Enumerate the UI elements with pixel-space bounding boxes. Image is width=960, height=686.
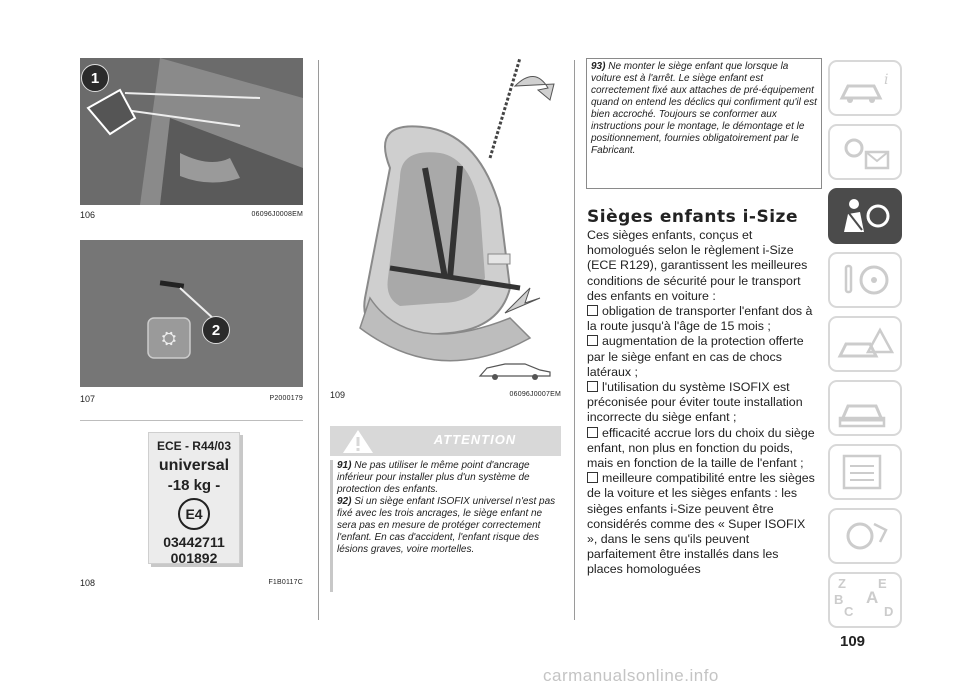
- ece-approval-label: [148, 432, 240, 564]
- column-divider-right: [574, 60, 575, 620]
- attention-note: 92) Si un siège enfant ISOFIX universel n'est pas fixé avec les trois ancrages, le siège enfant ne sera pas en mesure de protéger correctement l'enfant. En cas d'accident, l'enfant risque des lésions graves, voire mortelles.: [337, 496, 556, 555]
- svg-text:⛭: ⛭: [161, 328, 177, 349]
- callout-1: 1: [81, 64, 109, 92]
- checkbox-bullet-icon: [587, 335, 598, 346]
- svg-text:i: i: [884, 72, 889, 88]
- list-item: l'utilisation du système ISOFIX est préconisée pour éviter toute installation incorrecte du siège enfant ;: [587, 380, 803, 425]
- index-letter-z: Z: [838, 576, 846, 591]
- list-item: efficacité accrue lors du choix du siège enfant, non plus en fonction du poids, mais en fonction de la taille de l'enfant ;: [587, 425, 815, 471]
- figure-106-code: 06096J0008EM: [251, 211, 303, 218]
- car-info-icon: [830, 62, 900, 114]
- figure-106-image: [80, 58, 303, 205]
- car-service-icon: [830, 382, 900, 434]
- section-intro: Ces sièges enfants, conçus et homologués selon le règlement i-Size (ECE R129), garantissent les meilleures conditions de sécurité pour le transport des enfants en voiture :: [587, 228, 808, 303]
- figure-separator: [80, 420, 303, 421]
- multimedia-icon: [830, 510, 900, 562]
- tab-dashboard-lights[interactable]: [828, 124, 902, 180]
- figure-109-code: 06096J0007EM: [509, 391, 561, 398]
- checkbox-bullet-icon: [587, 381, 598, 392]
- tab-starting-driving[interactable]: [828, 252, 902, 308]
- figure-106-illustration: [80, 58, 303, 205]
- figure-109-number: 109: [330, 390, 346, 400]
- note-93-box: [586, 58, 822, 189]
- seatbelt-airbag-icon: [830, 190, 900, 242]
- note-93-number: 93): [591, 61, 606, 72]
- figure-106-number: 106: [80, 210, 96, 220]
- attention-header: [330, 426, 561, 456]
- car-warning-icon: [830, 318, 900, 370]
- tab-technical-data[interactable]: [828, 444, 902, 500]
- tab-emergency[interactable]: [828, 316, 902, 372]
- list-item: obligation de transporter l'enfant dos à la route jusqu'à l'âge de 15 mois ;: [587, 304, 813, 334]
- figure-107-illustration: [80, 240, 303, 387]
- attention-title: ATTENTION: [433, 432, 517, 447]
- section-title: Sièges enfants i-Size: [587, 207, 798, 227]
- figure-107-code: P2000179: [269, 395, 303, 402]
- spec-list-icon: [830, 446, 900, 498]
- checkbox-bullet-icon: [587, 427, 598, 438]
- key-steering-icon: [830, 254, 900, 306]
- list-item: meilleure compatibilité entre les sièges de la voiture et les sièges enfants : les sièges enfants i-Size peuvent être considérés comme des « Super ISOFIX », dans le sens qu'ils peuvent parfaitement être installés dans les places homologuées: [587, 471, 815, 577]
- ece-regulation: ECE - R44/03: [156, 439, 232, 453]
- tab-multimedia[interactable]: [828, 508, 902, 564]
- index-letter-d: D: [884, 604, 894, 619]
- figure-107-image: [80, 240, 303, 387]
- ece-mark: E4: [178, 498, 210, 530]
- light-message-icon: [830, 126, 900, 178]
- ece-approval-number: 03442711: [163, 534, 225, 550]
- index-letter-b: B: [834, 592, 844, 607]
- page-number: 109: [840, 633, 866, 650]
- ece-serial-number: 001892: [170, 550, 218, 566]
- tab-maintenance[interactable]: [828, 380, 902, 436]
- checkbox-bullet-icon: [587, 472, 598, 483]
- warning-icon: [338, 426, 378, 456]
- list-item: augmentation de la protection offerte par le siège enfant en cas de chocs latéraux ;: [587, 334, 804, 379]
- checkbox-bullet-icon: [587, 305, 598, 316]
- car-side-icon: [475, 358, 555, 382]
- tab-safety[interactable]: [828, 188, 902, 244]
- child-seat-illustration: [330, 58, 561, 380]
- section-body: [587, 228, 815, 578]
- attention-note: 91) Ne pas utiliser le même point d'ancrage inférieur pour installer plus d'un système de protection des enfants.: [337, 460, 530, 495]
- ece-category: universal: [158, 457, 230, 474]
- figure-107-number: 107: [80, 394, 96, 404]
- index-letter-c: C: [844, 604, 854, 619]
- note-93-text: Ne monter le siège enfant que lorsque la voiture est à l'arrêt. Le siège enfant est correctement fixé aux attaches de pré-équipement quand on entend les déclics qui confirment qu'il est bien accroché. Toujours se conformer aux instructions pour le montage, le démontage et le positionnement, fournies obligatoirement par le Fabricant.: [591, 61, 817, 156]
- index-letter-a: A: [866, 588, 879, 607]
- index-letter-e: E: [878, 576, 887, 591]
- figure-108-code: F1B0117C: [268, 579, 303, 586]
- ece-weight: -18 kg -: [167, 477, 221, 494]
- figure-108-number: 108: [80, 578, 96, 588]
- tab-index[interactable]: [828, 572, 902, 628]
- callout-2: 2: [202, 316, 230, 344]
- figure-109-image: [330, 58, 561, 380]
- watermark-text: carmanualsonline.info: [543, 666, 719, 685]
- column-divider-left: [318, 60, 319, 620]
- tab-vehicle-info[interactable]: [828, 60, 902, 116]
- attention-body: [330, 460, 561, 592]
